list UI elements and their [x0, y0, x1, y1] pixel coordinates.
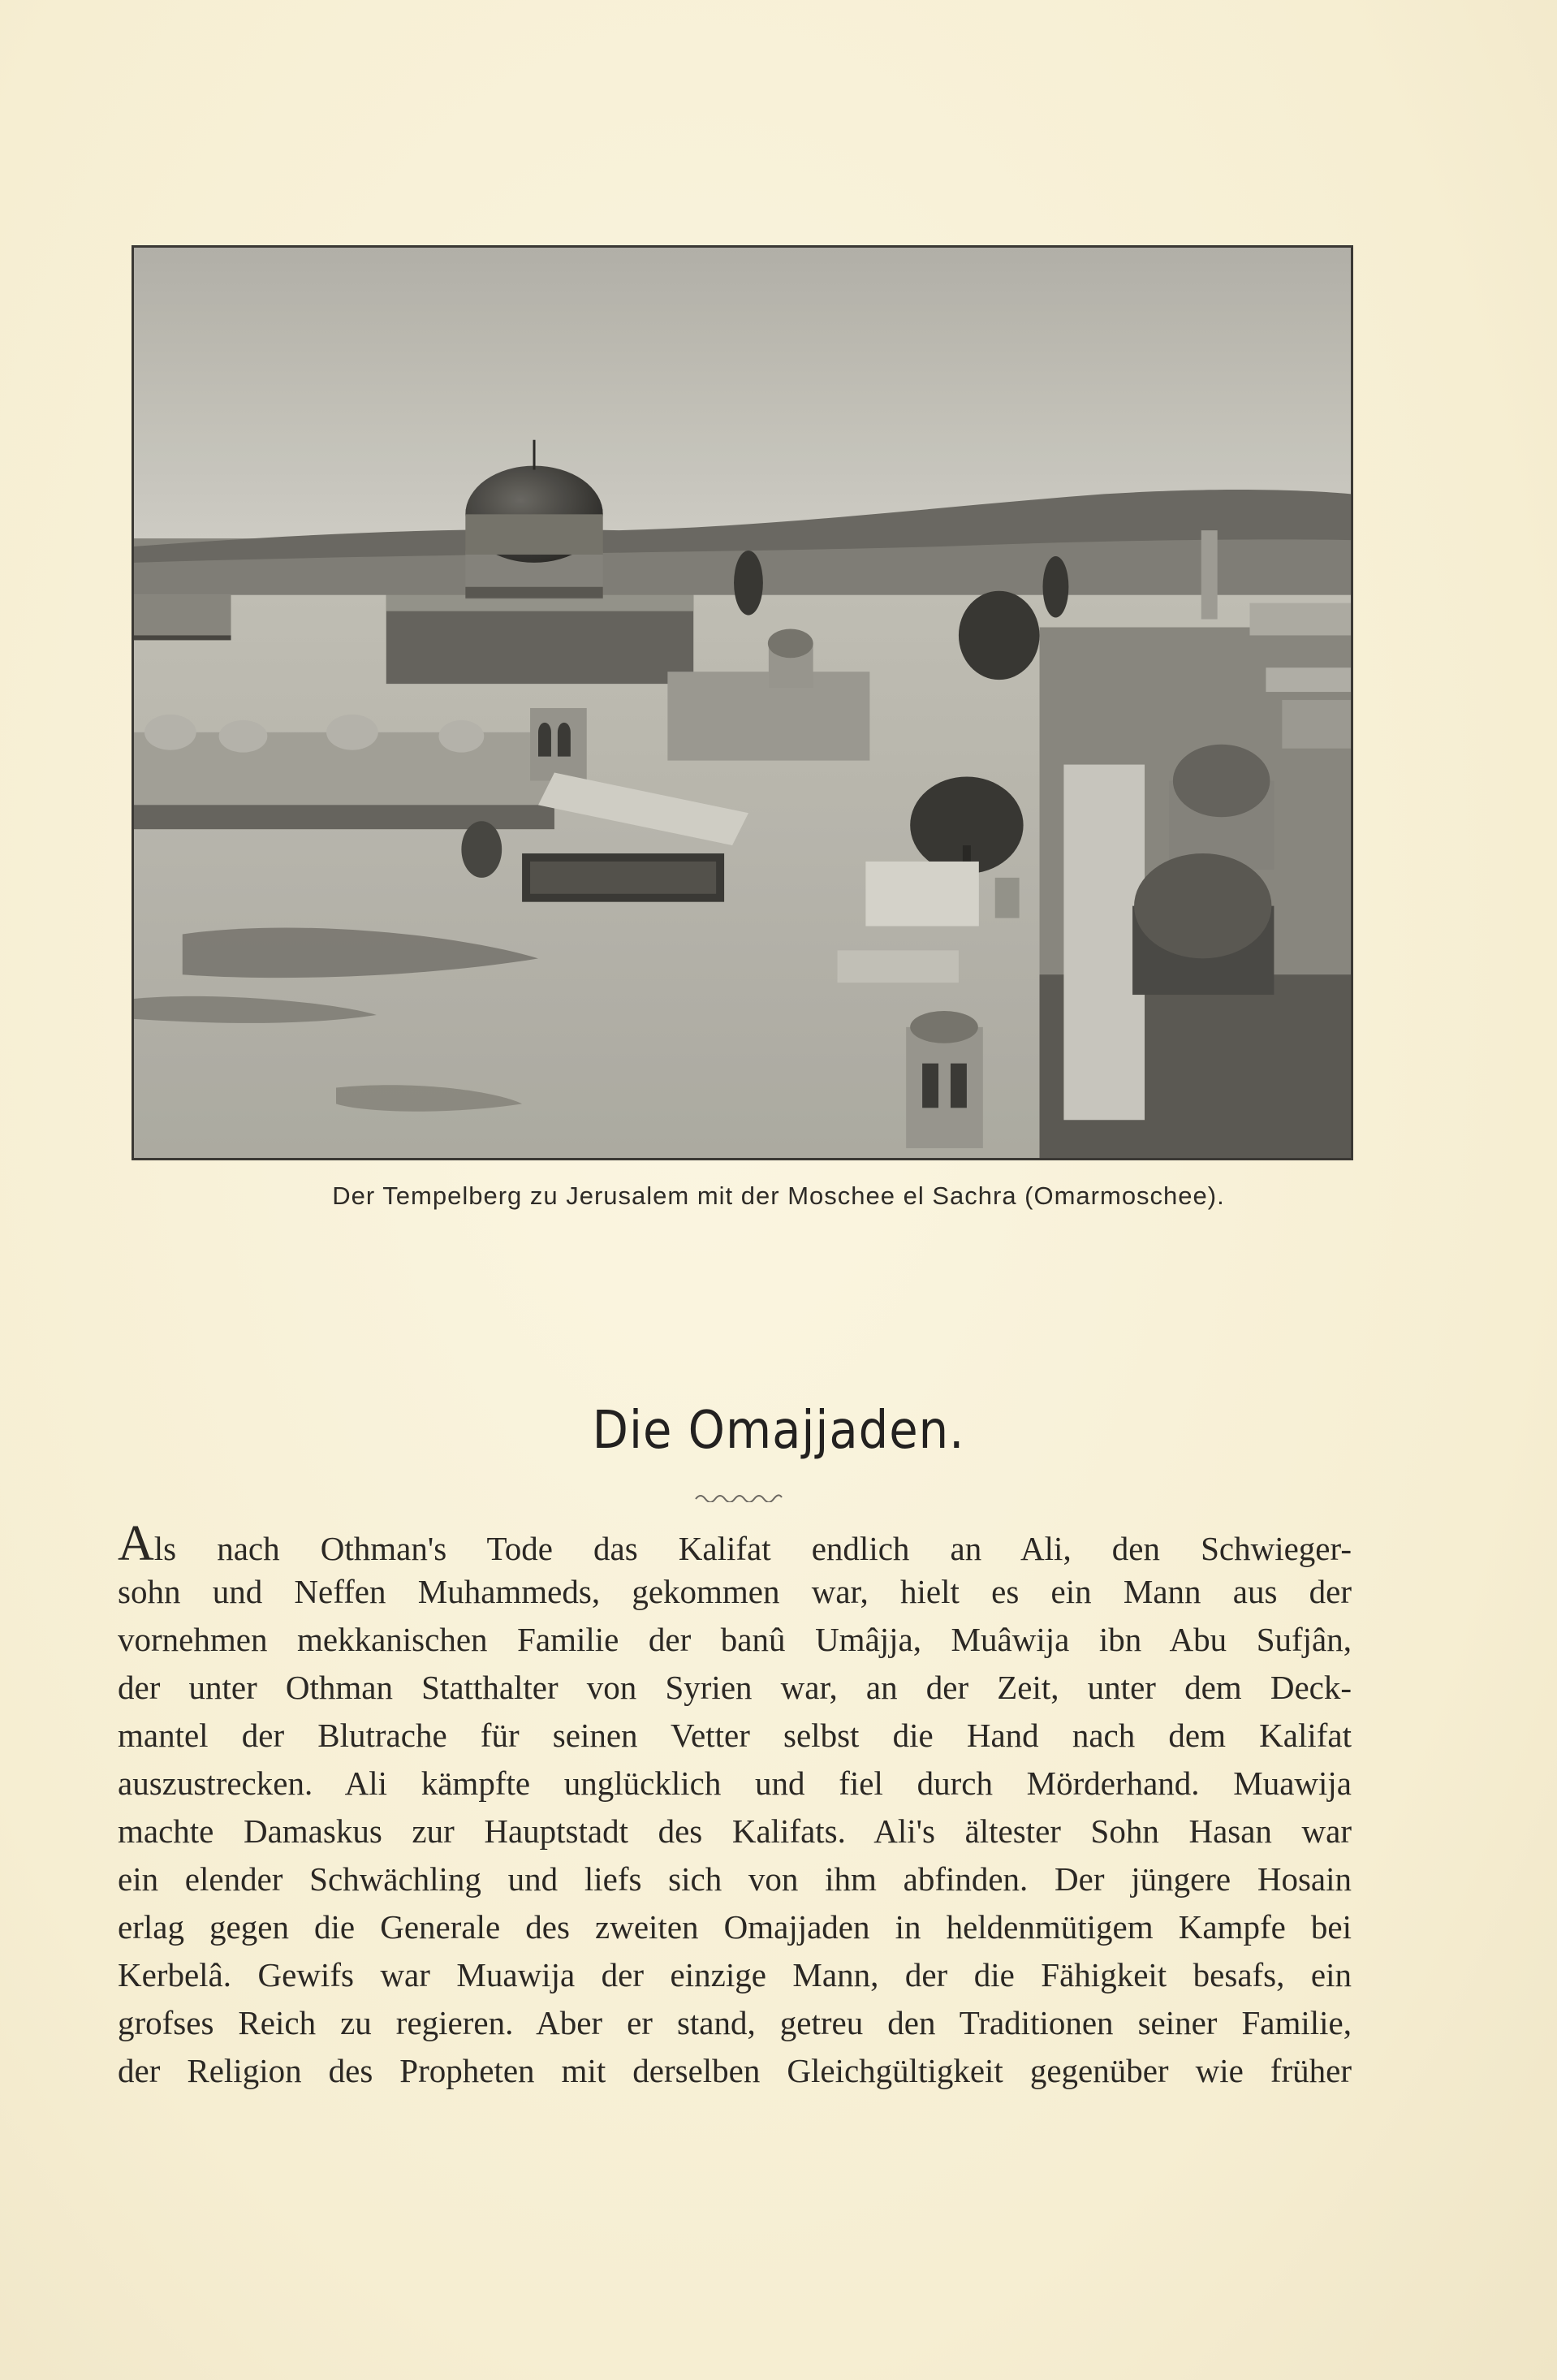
text-line: Als nach Othman's Tode das Kalifat endlich an Ali, den Schwieger-	[118, 1516, 1352, 1571]
text-line: grofses Reich zu regieren. Aber er stand, getreu den Traditionen seiner Familie,	[118, 2004, 1352, 2041]
temple-mount-photograph	[134, 248, 1351, 1158]
text-line: auszustrecken. Ali kämpfte unglücklich und fiel durch Mörderhand. Muawija	[118, 1764, 1352, 1802]
chapter-body	[118, 1516, 1352, 2095]
text-line: machte Damaskus zur Hauptstadt des Kalifats. Ali's ältester Sohn Hasan war	[118, 1812, 1352, 1850]
text-line: der Religion des Propheten mit derselben Gleichgültigkeit gegenüber wie früher	[118, 2052, 1352, 2089]
photo-plate-temple-mount	[132, 245, 1353, 1160]
text-line: vornehmen mekkanischen Familie der banû Umâjja, Muâwija ibn Abu Sufjân,	[118, 1621, 1352, 1658]
text-line: sohn und Neffen Muhammeds, gekommen war, hielt es ein Mann aus der	[118, 1573, 1352, 1610]
chapter-title: Die Omajjaden.	[592, 1401, 965, 1461]
title-ornament-icon	[694, 1491, 783, 1502]
text-line: Kerbelâ. Gewifs war Muawija der einzige Mann, der die Fähigkeit besafs, ein	[118, 1956, 1352, 1993]
text-line: mantel der Blutrache für seinen Vetter selbst die Hand nach dem Kalifat	[118, 1717, 1352, 1754]
plate-caption: Der Tempelberg zu Jerusalem mit der Moschee el Sachra (Omarmoschee).	[332, 1181, 1225, 1210]
text-line: erlag gegen die Generale des zweiten Omajjaden in heldenmütigem Kampfe bei	[118, 1908, 1352, 1946]
text-line: der unter Othman Statthalter von Syrien war, an der Zeit, unter dem Deck-	[118, 1669, 1352, 1706]
drop-cap: A	[118, 1516, 154, 1571]
text-line: ein elender Schwächling und liefs sich von ihm abfinden. Der jüngere Hosain	[118, 1860, 1352, 1898]
